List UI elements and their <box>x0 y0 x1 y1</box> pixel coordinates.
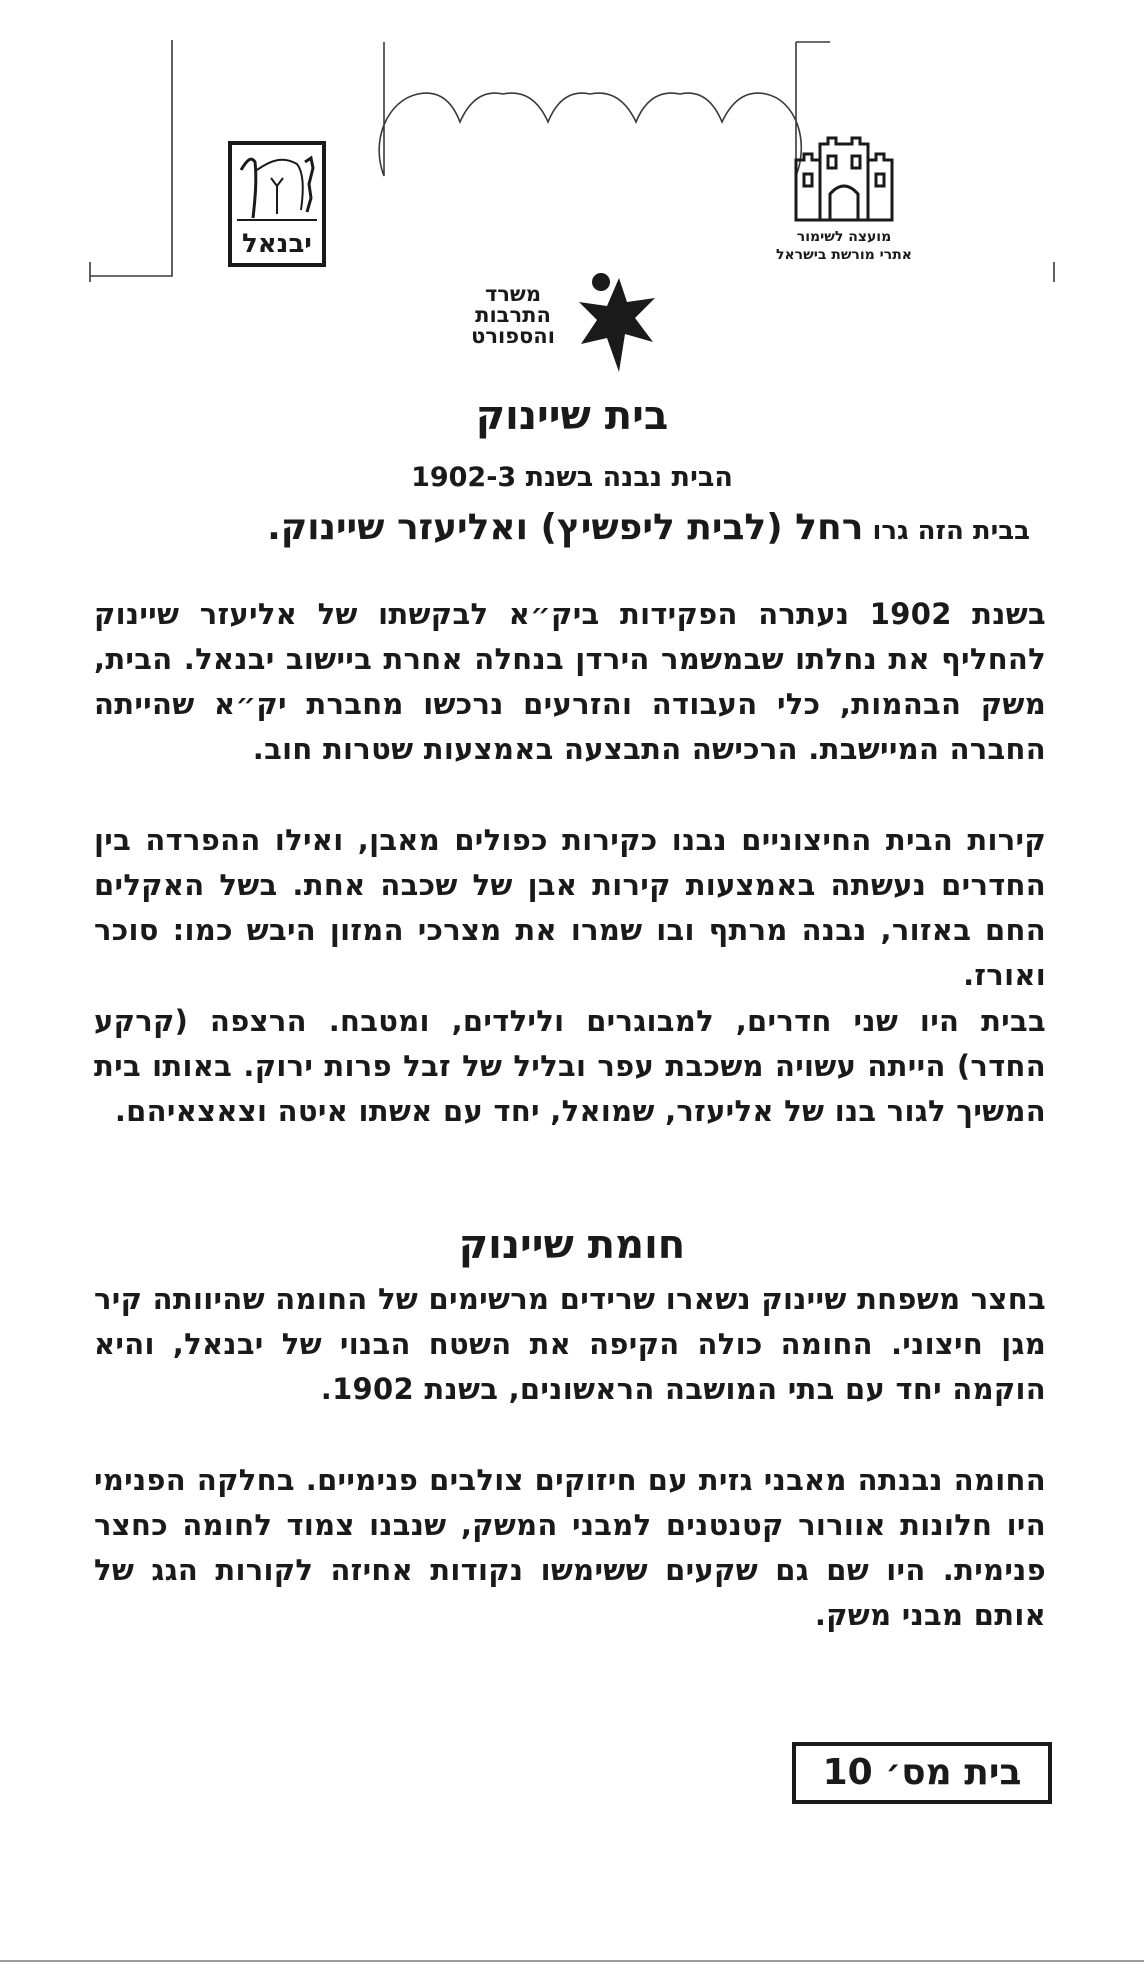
house-paragraph: בשנת 1902 נעתרה הפקידות ביק״א לבקשתו של אליעזר שיינוק להחליף את נחלתו שבמשמר הירדן בנחלה אחרת ביישוב יבנאל. הבית, משק הבהמות, כלי העבודה והזרעים נרכשו מחברת יק״א שהייתה החברה המיישבת. הרכישה התבצעה באמצעות שטרות חוב. <box>94 597 1046 766</box>
ministry-line-3: והספורט <box>471 324 555 348</box>
fortress-gate-icon <box>792 130 896 222</box>
house-number-badge: בית מס׳ 10 <box>792 1742 1052 1804</box>
ministry-logo <box>457 272 667 378</box>
bottom-divider <box>0 1960 1144 1962</box>
wall-paragraph: החומה נבנתה מאבני גזית עם חיזוקים צולבים פנימיים. בחלקה הפנימי היו חלונות אוורור קטנטנים למבני המשק, שנבנו צמוד לחומה כחצר פנימית. היו שם גם שקעים ששימשו נקודות אחיזה לקורות הגג של אותם מבני משק. <box>94 1463 1046 1632</box>
house-paragraph: קירות הבית החיצוניים נבנו כקירות כפולים מאבן, ואילו ההפרדה בין החדרים נעשתה באמצעות קירות אבן של שכבה אחת. בשל האקלים החם באזור, נבנה מרתף ובו שמרו את מצרכי המזון היבש כמו: סוכר ואורז. <box>94 823 1046 992</box>
council-line-1: מועצה לשימור <box>796 229 892 245</box>
yavneel-emblem-icon <box>227 140 327 268</box>
ministry-line-1: משרד <box>484 282 542 306</box>
yavneel-logo-text: יבנאל <box>242 229 312 259</box>
wall-outline <box>0 0 1144 290</box>
build-year-subtitle: הבית נבנה בשנת 1902-3 <box>411 462 733 493</box>
page-title: בית שיינוק <box>475 393 669 439</box>
residents-line <box>80 507 1030 548</box>
yavneel-logo <box>227 140 327 268</box>
house-paragraph: בבית היו שני חדרים, למבוגרים ולילדים, ומטבח. הרצפה (קרקע החדר) הייתה עשויה משכבת עפר ובליל של זבל פרות ירוק. באותו בית המשיך לגור בנו של אליעזר, שמואל, יחד עם אשתו איטה וצאצאיהם. <box>94 1004 1046 1128</box>
wall-paragraph: בחצר משפחת שיינוק נשארו שרידים מרשימים של החומה שהיוותה קיר מגן חיצוני. החומה כולה הקיפה את השטח הבנוי של יבנאל, והיא הוקמה יחד עם בתי המושבה הראשונים, בשנת 1902. <box>94 1282 1046 1406</box>
wall-left-tower <box>90 40 172 276</box>
heritage-council-logo <box>770 130 918 270</box>
residents-prefix: בבית הזה גרו <box>872 516 1030 546</box>
wall-section-title: חומת שיינוק <box>458 1222 686 1268</box>
star-figure-icon <box>575 272 659 376</box>
wall-scallops <box>379 42 801 176</box>
ministry-line-2: התרבות <box>475 303 551 327</box>
council-line-2: אתרי מורשת בישראל <box>776 247 912 263</box>
residents-names: רחל (לבית ליפשיץ) ואליעזר שיינוק. <box>267 507 864 548</box>
